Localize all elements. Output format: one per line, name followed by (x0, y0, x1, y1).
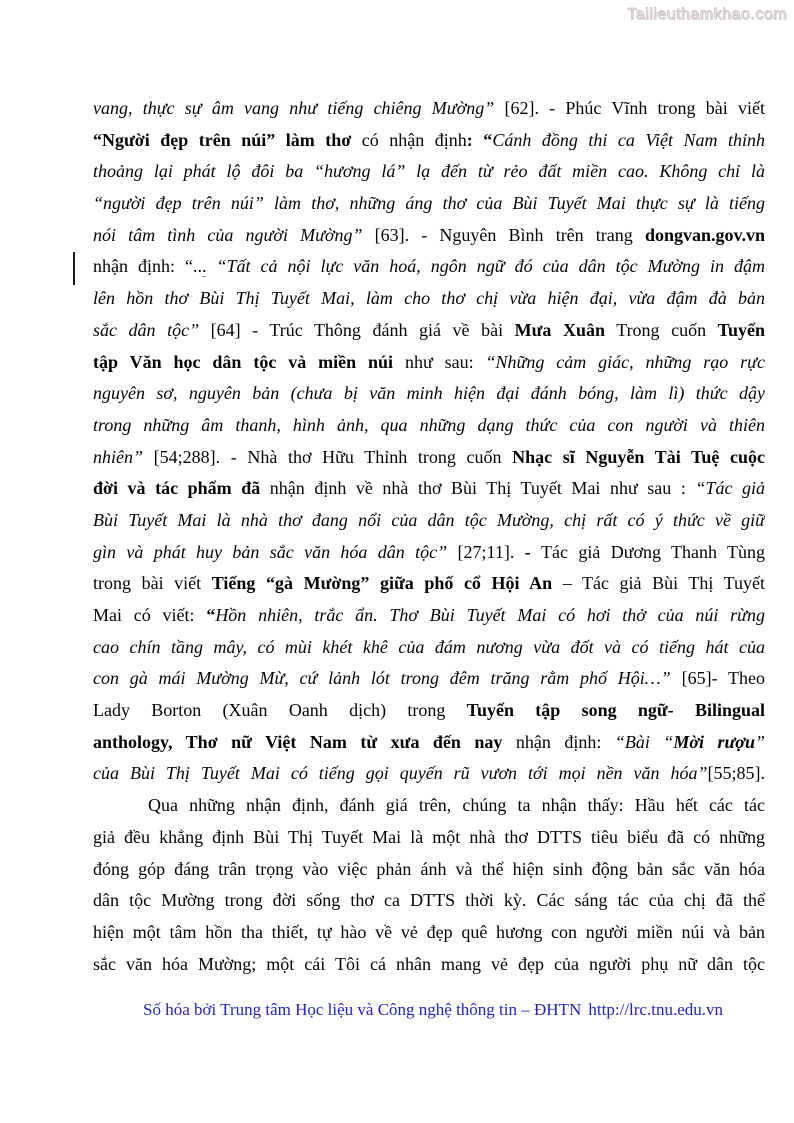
revision-change-bar (73, 252, 75, 285)
text-run: nhận định: (515, 731, 615, 752)
text-run: “ (206, 605, 216, 625)
text-run: Cánh đồng thi ca Việt Nam thỉnh (492, 129, 765, 150)
text-line (93, 156, 765, 188)
text-run: hiện một tâm hồn tha thiết, tự hào về vẻ đẹp quê hương con người miền núi và bản (93, 921, 765, 942)
text-line (93, 125, 765, 157)
text-run: “Bài “ (614, 731, 674, 752)
text-line (93, 727, 765, 759)
text-run: Bùi Tuyết Mai là nhà thơ đang nổi của dân tộc Mường, chị rất có ý thức về giữ (93, 509, 765, 530)
text-run: “người đẹp trên núi” làm thơ, những áng thơ của Bùi Tuyết Mai thực sự là tiếng (93, 193, 765, 214)
text-run: “Tác giả (695, 478, 765, 499)
watermark-text: Tailieuthamkhao.com (627, 6, 787, 23)
text-run: trong bài viết (93, 573, 212, 594)
text-line (93, 632, 765, 664)
text-line (93, 568, 765, 600)
text-line (93, 442, 765, 474)
body-text (93, 93, 765, 980)
text-run: nói tâm tình của người Mường” (93, 224, 375, 245)
text-line (93, 663, 765, 695)
text-run: nhận định: “.. (93, 256, 202, 277)
page-footer (93, 1000, 765, 1020)
text-line (93, 949, 765, 981)
text-run: Tuyển (717, 319, 765, 340)
text-line (93, 347, 765, 379)
text-run: dongvan.gov.vn (644, 224, 765, 245)
text-run: gìn và phát huy bản sắc văn hóa dân tộc” (93, 541, 448, 562)
text-run: [54;288]. - Nhà thơ Hữu Thỉnh trong cuốn (153, 446, 513, 467)
text-run: Lady Borton (Xuân Oanh dịch) trong (93, 700, 467, 721)
text-run: cao chín tầng mây, có mùi khét khê của đám nương vừa đốt và có tiếng hát của (93, 636, 765, 657)
text-run: tập Văn học dân tộc và miền núi (93, 351, 394, 372)
text-run: như sau: (393, 351, 486, 372)
text-run: Qua những nhận định, đánh giá trên, chúng ta nhận thấy: Hầu hết các tác (148, 795, 765, 816)
text-line (93, 790, 765, 822)
text-run: anthology, Thơ nữ Việt Nam từ xưa đến nay (93, 731, 516, 752)
text-run: Hồn nhiên, trắc ẩn. Thơ Bùi Tuyết Mai có hơi thở của núi rừng (215, 605, 765, 625)
text-run: thoảng lại phát lộ đôi ba “hương lá” lạ đến từ rẻo đất miền cao. Không chỉ là (93, 161, 765, 182)
text-run: dân tộc Mường trong đời sống thơ ca DTTS thời kỳ. Các sáng tác của chị đã thể (93, 890, 765, 911)
text-run: nhiên” (93, 446, 154, 467)
text-run: sắc dân tộc” (93, 319, 200, 340)
text-run: Mưa Xuân (514, 319, 605, 340)
text-line (93, 220, 765, 252)
text-run: Tiếng “gà Mường” giữa phố cổ Hội An (211, 573, 553, 594)
text-line (93, 917, 765, 949)
text-run: Tác giả Dương Thanh Tùng (541, 541, 765, 562)
text-run (206, 256, 216, 276)
text-run: giả đều khẳng định Bùi Thị Tuyết Mai là một nhà thơ DTTS tiêu biểu đã có những (93, 826, 765, 847)
text-line (93, 188, 765, 220)
text-line (93, 854, 765, 886)
text-line (93, 283, 765, 315)
text-run: : “ (466, 129, 493, 150)
text-run: của Bùi Thị Tuyết Mai có tiếng gọi quyến rũ vươn tới mọi nền văn hóa” (93, 763, 708, 784)
text-line (93, 758, 765, 790)
text-run: nguyên sơ, nguyên bản (chưa bị văn minh hiện đại đánh bóng, làm lì) thức dậy (93, 383, 765, 404)
footer-digitization-note: Số hóa bởi Trung tâm Học liệu và Công nghệ thông tin – ĐHTN (143, 1000, 582, 1019)
text-line (93, 885, 765, 917)
text-run: “Tất cả nội lực văn hoá, ngôn ngữ đó của dân tộc Mường in đậm (216, 256, 765, 277)
revision-mark: . (201, 256, 207, 277)
text-line (93, 410, 765, 442)
text-line (93, 695, 765, 727)
text-line (93, 600, 765, 632)
text-line (93, 822, 765, 854)
text-run: [27;11]. (447, 541, 525, 562)
text-line (93, 251, 765, 283)
text-line (93, 473, 765, 505)
text-run: Mai có viết: (93, 605, 207, 625)
text-line (93, 93, 765, 125)
text-line (93, 505, 765, 537)
text-run: [55;85]. (707, 763, 765, 784)
text-run: con gà mái Mường Mừ, cứ lảnh lót trong đêm trăng rằm phố Hội…” (93, 668, 682, 689)
text-run: [62]. - Phúc Vĩnh trong bài viết (504, 98, 765, 118)
text-run: Mời rượu (673, 731, 755, 752)
text-line (93, 315, 765, 347)
text-run: [63]. - Nguyên Bình trên trang (374, 224, 645, 245)
text-run: [64] - Trúc Thông đánh giá về bài (199, 319, 515, 340)
text-run: trong những âm thanh, hình ảnh, qua những dạng thức của con người và thiên (93, 414, 765, 435)
text-run: - (524, 541, 542, 562)
text-run: lên hồn thơ Bùi Thị Tuyết Mai, làm cho thơ chị vừa hiện đại, vừa đậm đà bản (93, 288, 765, 309)
text-line (93, 537, 765, 569)
text-run: sắc văn hóa Mường; một cái Tôi cá nhân mang vẻ đẹp của người phụ nữ dân tộc (93, 953, 765, 974)
text-run: đời và tác phẩm đã (93, 478, 270, 499)
text-run: vang, thực sự âm vang như tiếng chiêng Mường” (93, 98, 505, 118)
text-run: [65]- Theo (681, 668, 765, 689)
text-line (93, 378, 765, 410)
text-run: “Người đẹp trên núi” làm thơ (93, 129, 362, 150)
text-run: “Những cảm giác, những rạo rực (485, 351, 765, 372)
text-run: nhận định về nhà thơ Bùi Thị Tuyết Mai như sau : (269, 478, 696, 499)
text-run: đóng góp đáng trân trọng vào việc phản ánh và thể hiện sinh động bản sắc văn hóa (93, 858, 765, 879)
text-run: – Tác giả Bùi Thị Tuyết (552, 573, 765, 594)
text-run: Nhạc sĩ Nguyễn Tài Tuệ cuộc (512, 446, 765, 467)
footer-library-link[interactable]: http://lrc.tnu.edu.vn (588, 1000, 723, 1019)
text-run: Tuyển tập song ngữ- Bilingual (466, 700, 765, 721)
text-run: ” (754, 731, 765, 752)
text-run: Trong cuốn (604, 319, 718, 340)
text-run: có nhận định (361, 129, 467, 150)
